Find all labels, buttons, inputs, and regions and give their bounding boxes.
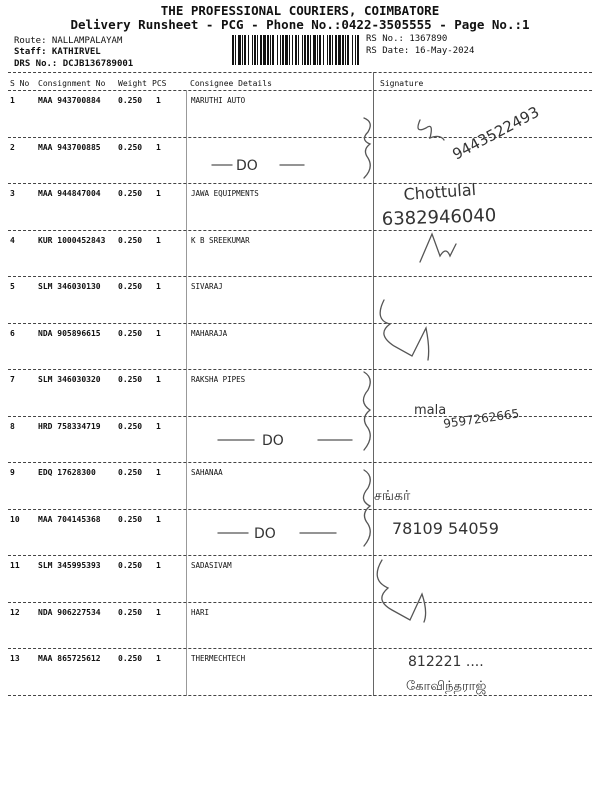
ditto-10: DO (254, 526, 276, 542)
name-row-9: சங்கர் (374, 488, 411, 504)
rs-number: RS No.: 1367890 (366, 34, 448, 44)
phone-row-10: 78109 54059 (392, 519, 499, 538)
row-sno: 12 (10, 607, 20, 617)
row-weight: 0.250 (118, 142, 143, 152)
row-sno: 11 (10, 561, 20, 570)
row-sno: 13 (10, 654, 20, 663)
row-pcs: 1 (156, 189, 161, 198)
row-weight: 0.250 (118, 468, 143, 477)
row-weight: 0.250 (118, 607, 143, 617)
row-sno: 2 (10, 142, 15, 152)
row-sno: 7 (10, 375, 15, 384)
row-consignment-no: NDA 905896615 (38, 328, 101, 338)
row-pcs: 1 (156, 607, 161, 617)
row-consignee: MARUTHI AUTO (191, 96, 246, 105)
row-weight: 0.250 (118, 96, 143, 105)
col-weight: Weight (118, 79, 147, 88)
row-pcs: 1 (156, 96, 161, 105)
row-weight: 0.250 (118, 421, 143, 431)
row-consignment-no: MAA 865725612 (38, 654, 101, 663)
row-weight: 0.250 (118, 561, 143, 570)
phone-row-13: 812221 .... (408, 654, 484, 670)
row-consignee: SIVARAJ (191, 282, 223, 291)
ditto-2: DO (236, 158, 258, 174)
row-consignee: RAKSHA PIPES (191, 375, 246, 384)
brace-2 (363, 372, 370, 450)
row-sno: 3 (10, 189, 15, 198)
col-sno: S No (10, 79, 30, 88)
row-consignment-no: NDA 906227534 (38, 607, 101, 617)
row-weight: 0.250 (118, 235, 143, 245)
row-pcs: 1 (156, 235, 161, 245)
row-pcs: 1 (156, 654, 161, 663)
name-row-7: mala (414, 403, 447, 418)
row-sno: 8 (10, 421, 15, 431)
ditto-8: DO (262, 433, 284, 449)
row-consignee: K B SREEKUMAR (191, 235, 250, 245)
row-weight: 0.250 (118, 189, 143, 198)
row-consignment-no: SLM 345995393 (38, 561, 101, 570)
row-consignment-no: MAA 943700884 (38, 96, 101, 105)
scribble-sig-11-12 (377, 560, 425, 622)
row-weight: 0.250 (118, 514, 143, 524)
row-sno: 9 (10, 468, 15, 477)
row-consignment-no: SLM 346030320 (38, 375, 101, 384)
scribble-sig-4 (420, 234, 456, 262)
scribble-sig-5-6 (380, 300, 429, 360)
rs-date: RS Date: 16-May-2024 (366, 46, 475, 56)
row-pcs: 1 (156, 375, 161, 384)
drs-label: DRS No.: DCJB136789001 (14, 59, 134, 69)
row-pcs: 1 (156, 561, 161, 570)
row-consignee: SADASIVAM (191, 561, 232, 570)
row-weight: 0.250 (118, 375, 143, 384)
row-pcs: 1 (156, 328, 161, 338)
phone-row-1: 9443522493 (449, 102, 543, 164)
runsheet-subtitle: Delivery Runsheet - PCG - Phone No.:0422-3505555 - Page No.:1 (70, 17, 530, 32)
row-pcs: 1 (156, 142, 161, 152)
col-consignee: Consignee Details (190, 79, 272, 88)
row-consignee: SAHANAA (191, 468, 223, 477)
row-sno: 6 (10, 328, 15, 338)
row-consignment-no: HRD 758334719 (38, 421, 101, 431)
company-title: THE PROFESSIONAL COURIERS, COIMBATORE (160, 3, 440, 18)
row-consignment-no: EDQ 17628300 (38, 468, 96, 477)
col-pcs: PCS (152, 79, 167, 88)
col-signature: Signature (380, 79, 424, 88)
row-sno: 4 (10, 235, 15, 245)
row-pcs: 1 (156, 514, 161, 524)
name-row-3: Chottulal (402, 179, 477, 204)
row-consignee: MAHARAJA (191, 328, 228, 338)
row-consignment-no: MAA 704145368 (38, 514, 101, 524)
row-consignee: HARI (191, 607, 210, 617)
row-pcs: 1 (156, 421, 161, 431)
row-pcs: 1 (156, 468, 161, 477)
phone-row-3: 6382946040 (381, 205, 497, 230)
route-label: Route: NALLAMPALAYAM (14, 36, 123, 46)
row-pcs: 1 (156, 282, 161, 291)
row-consignee: JAWA EQUIPMENTS (191, 189, 259, 198)
row-sno: 1 (10, 96, 15, 105)
row-weight: 0.250 (118, 654, 143, 663)
row-weight: 0.250 (118, 282, 143, 291)
col-consignment: Consignment No (38, 79, 106, 88)
brace-1 (364, 118, 370, 178)
row-weight: 0.250 (118, 328, 143, 338)
row-consignment-no: KUR 1000452843 (38, 235, 106, 245)
row-sno: 5 (10, 282, 15, 291)
name-row-13: கோவிந்தராஜ் (406, 679, 487, 694)
scribble-sig-1 (418, 120, 444, 140)
row-consignment-no: MAA 943700885 (38, 142, 101, 152)
staff-label: Staff: KATHIRVEL (14, 47, 101, 57)
row-consignment-no: SLM 346030130 (38, 282, 101, 291)
row-sno: 10 (10, 514, 20, 524)
row-consignee: THERMECHTECH (191, 654, 246, 663)
row-consignment-no: MAA 944847004 (38, 189, 101, 198)
phone-row-7: 9597262665 (442, 406, 521, 431)
brace-3 (363, 470, 370, 546)
